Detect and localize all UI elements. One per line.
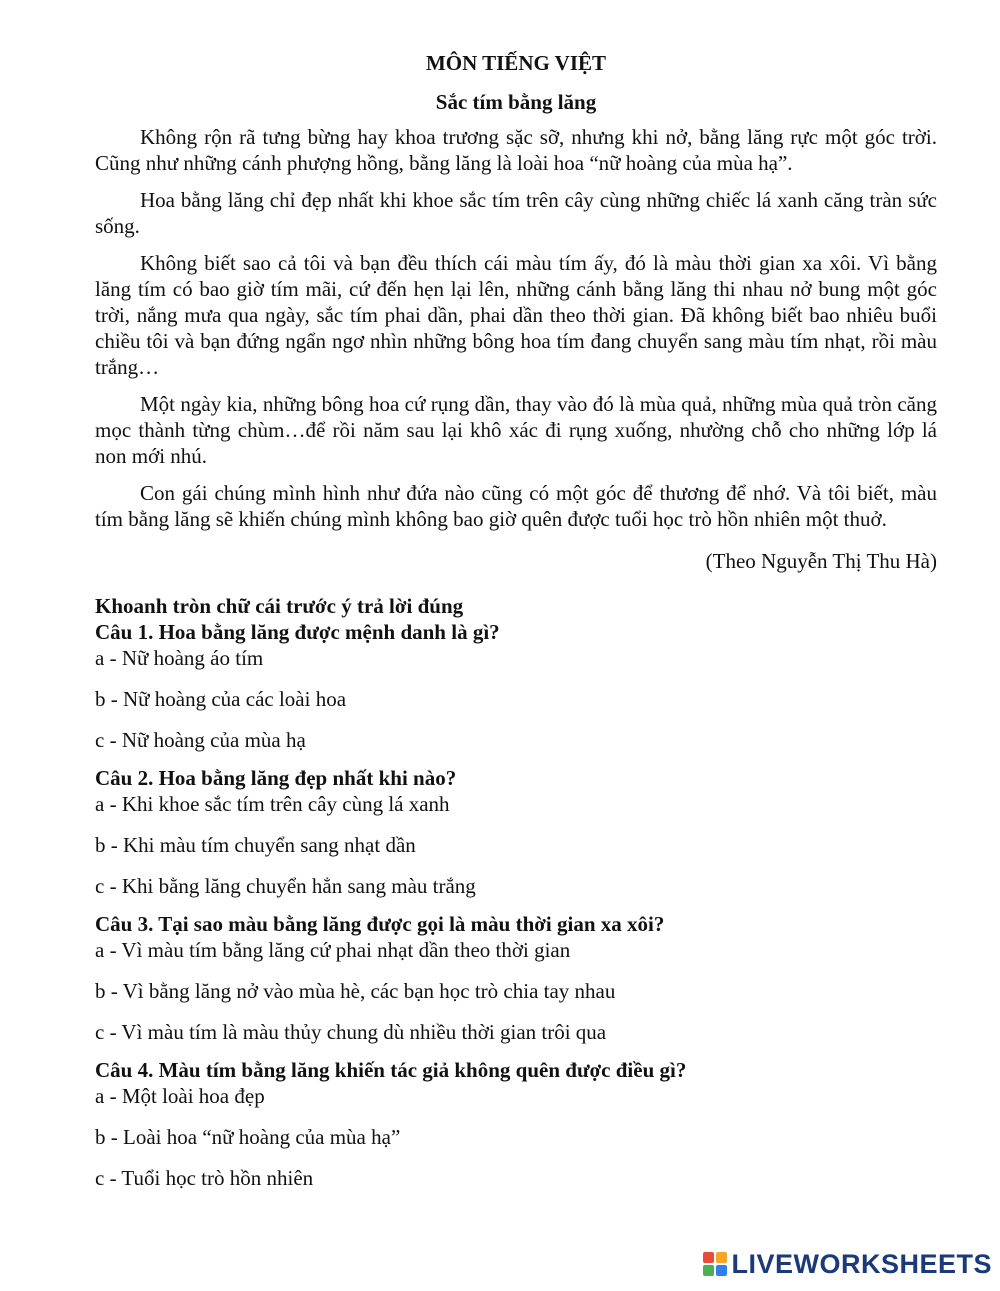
liveworksheets-logo <box>703 1251 992 1277</box>
answer-option[interactable]: c - Tuổi học trò hồn nhiên <box>95 1166 314 1190</box>
answer-option[interactable]: c - Khi bằng lăng chuyển hẳn sang màu trắng <box>95 874 476 898</box>
question-label: Câu 3. Tại sao màu bằng lăng được gọi là màu thời gian xa xôi? <box>95 912 665 936</box>
author-credit: (Theo Nguyễn Thị Thu Hà) <box>705 549 937 573</box>
question-4 <box>95 1057 937 1191</box>
page-title: MÔN TIẾNG VIỆT <box>425 51 607 75</box>
question-label: Câu 1. Hoa bằng lăng được mệnh danh là gì? <box>95 620 500 644</box>
logo-square-blue <box>716 1265 727 1276</box>
answer-option[interactable]: b - Khi màu tím chuyển sang nhạt dần <box>95 833 416 857</box>
answer-option[interactable]: c - Vì màu tím là màu thủy chung dù nhiều thời gian trôi qua <box>95 1020 607 1044</box>
answer-option[interactable]: a - Nữ hoàng áo tím <box>95 646 264 670</box>
answer-option[interactable]: b - Vì bằng lăng nở vào mùa hè, các bạn học trò chia tay nhau <box>95 979 616 1003</box>
logo-square-red <box>703 1252 714 1263</box>
reading-paragraph-4: Một ngày kia, những bông hoa cứ rụng dần, thay vào đó là mùa quả, những mùa quả tròn căng mọc thành từng chùm…để rồi năm sau lại khô xác đi rụng xuống, nhường chỗ cho những lớp lá non mới nhú. <box>95 392 937 468</box>
answer-option[interactable]: b - Nữ hoàng của các loài hoa <box>95 687 347 711</box>
logo-square-green <box>703 1265 714 1276</box>
reading-paragraph-5: Con gái chúng mình hình như đứa nào cũng có một góc để thương để nhớ. Và tôi biết, màu tím bằng lăng sẽ khiến chúng mình không bao giờ quên được tuổi học trò hồn nhiên một thuở. <box>95 481 937 531</box>
answer-option[interactable]: a - Khi khoe sắc tím trên cây cùng lá xanh <box>95 792 450 816</box>
logo-square-orange <box>716 1252 727 1263</box>
question-label: Câu 2. Hoa bằng lăng đẹp nhất khi nào? <box>95 766 457 790</box>
question-2 <box>95 765 937 899</box>
logo-text: LIVEWORKSHEETS <box>731 1249 992 1279</box>
question-label: Câu 4. Màu tím bằng lăng khiến tác giả không quên được điều gì? <box>95 1058 687 1082</box>
reading-title: Sắc tím bằng lăng <box>435 90 597 114</box>
question-3 <box>95 911 937 1045</box>
reading-paragraph-2: Hoa bằng lăng chỉ đẹp nhất khi khoe sắc tím trên cây cùng những chiếc lá xanh căng tràn sức sống. <box>95 188 937 238</box>
answer-option[interactable]: a - Một loài hoa đẹp <box>95 1084 265 1108</box>
question-1 <box>95 619 937 753</box>
reading-paragraph-3: Không biết sao cả tôi và bạn đều thích cái màu tím ấy, đó là màu thời gian xa xôi. Vì bằng lăng tím có bao giờ tím mãi, cứ đến hẹn lại lên, những cánh bằng lăng thi nhau nở bung một góc trời, nắng mưa qua ngày, sắc tím phai dần, phai dần theo thời gian. Đã không biết bao nhiêu buổi chiều tôi và bạn đứng ngẩn ngơ nhìn những bông hoa tím đang chuyển sang màu tím nhạt, rồi màu trắng… <box>95 251 937 379</box>
answer-option[interactable]: b - Loài hoa “nữ hoàng của mùa hạ” <box>95 1125 401 1149</box>
answer-option[interactable]: a - Vì màu tím bằng lăng cứ phai nhạt dần theo thời gian <box>95 938 571 962</box>
reading-paragraph-1: Không rộn rã tưng bừng hay khoa trương sặc sỡ, nhưng khi nở, bằng lăng rực một góc trời. Cũng như những cánh phượng hồng, bằng lăng là loài hoa “nữ hoàng của mùa hạ”. <box>95 125 937 175</box>
instruction-text: Khoanh tròn chữ cái trước ý trả lời đúng <box>95 594 464 618</box>
logo-grid-icon <box>703 1252 727 1276</box>
answer-option[interactable]: c - Nữ hoàng của mùa hạ <box>95 728 306 752</box>
worksheet-page <box>95 50 937 1191</box>
